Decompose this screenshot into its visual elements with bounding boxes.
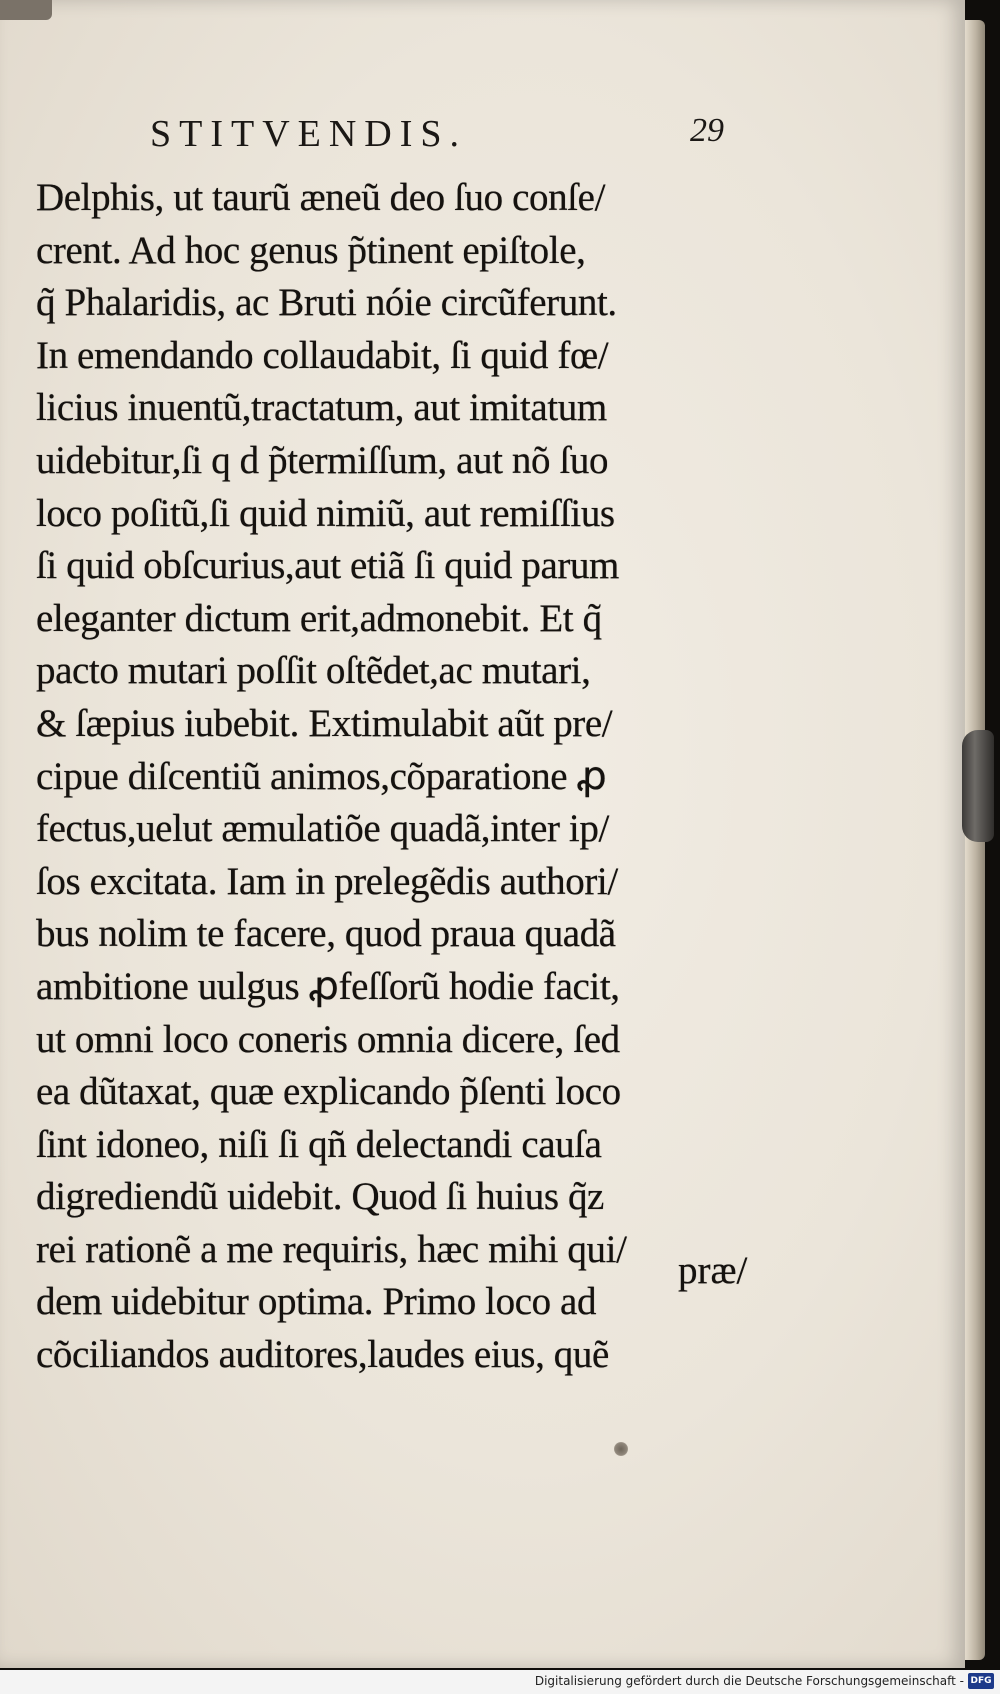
page-number: 29 [690,112,724,149]
text-line: loco poſitũ,ſi quid nimiũ, aut remiſſius [36,491,615,535]
text-line: In emendando collaudabit, ſi quid fœ/ [36,333,609,377]
text-line: ſos excitata. Iam in prelegẽdis authori/ [36,859,618,903]
catchword: præ/ [678,1249,748,1292]
text-line: pacto mutari poſſit oſtẽdet,ac mutari, [36,649,591,693]
text-line: cõciliandos auditores,laudes eius, quẽ [36,1333,609,1377]
text-line: rei rationẽ a me requiris, hæc mihi qui/ [36,1227,627,1271]
digitization-footer [0,1670,1000,1694]
text-line: eleganter dictum erit,admonebit. Et q̃ [36,596,602,640]
text-line: fectus,uelut æmulatiõe quadã,inter ip/ [36,807,609,851]
ink-spot [614,1442,628,1456]
text-line: crent. Ad hoc genus p̃tinent epiſtole, [36,228,586,272]
text-line: ſi quid obſcurius,aut etiã ſi quid parum [36,544,619,588]
text-line: ſint idoneo, niſi ſi qñ delectandi cauſa [36,1122,602,1166]
text-line: Delphis, ut taurũ æneũ deo ſuo conſe/ [36,176,606,219]
text-line: ea dũtaxat, quæ explicando p̃ſenti loco [36,1070,621,1114]
dfg-logo: DFG [968,1673,994,1689]
body-text [36,172,776,1382]
footer-credit: Digitalisierung gefördert durch die Deutsche Forschungsgemeinschaft - [534,1674,964,1688]
text-line: bus nolim te facere, quod praua quadã [36,912,616,956]
running-head-title: STITVENDIS. [150,113,468,155]
text-line: licius inuentũ,tractatum, aut imitatum [36,386,607,430]
text-line: cipue diſcentiũ animos,cõparatione ꝓ [36,754,607,798]
running-head [150,112,750,162]
text-line: uidebitur,ſi q d p̃termiſſum, aut nõ ſuo [36,438,609,482]
text-line: digrediendũ uidebit. Quod ſi huius q̃z [36,1175,604,1219]
text-line: q̃ Phalaridis, ac Bruti nóie circũferunt. [36,281,617,325]
page-corner-shadow [0,0,52,20]
text-line: & ſæpius iubebit. Extimulabit aũt pre/ [36,701,613,745]
page-clip [962,730,994,842]
text-line: ambitione uulgus ꝓfeſſorũ hodie facit, [36,964,620,1008]
text-line: dem uidebitur optima. Primo loco ad [36,1280,597,1324]
text-line: ut omni loco coneris omnia dicere, ſed [36,1017,620,1061]
